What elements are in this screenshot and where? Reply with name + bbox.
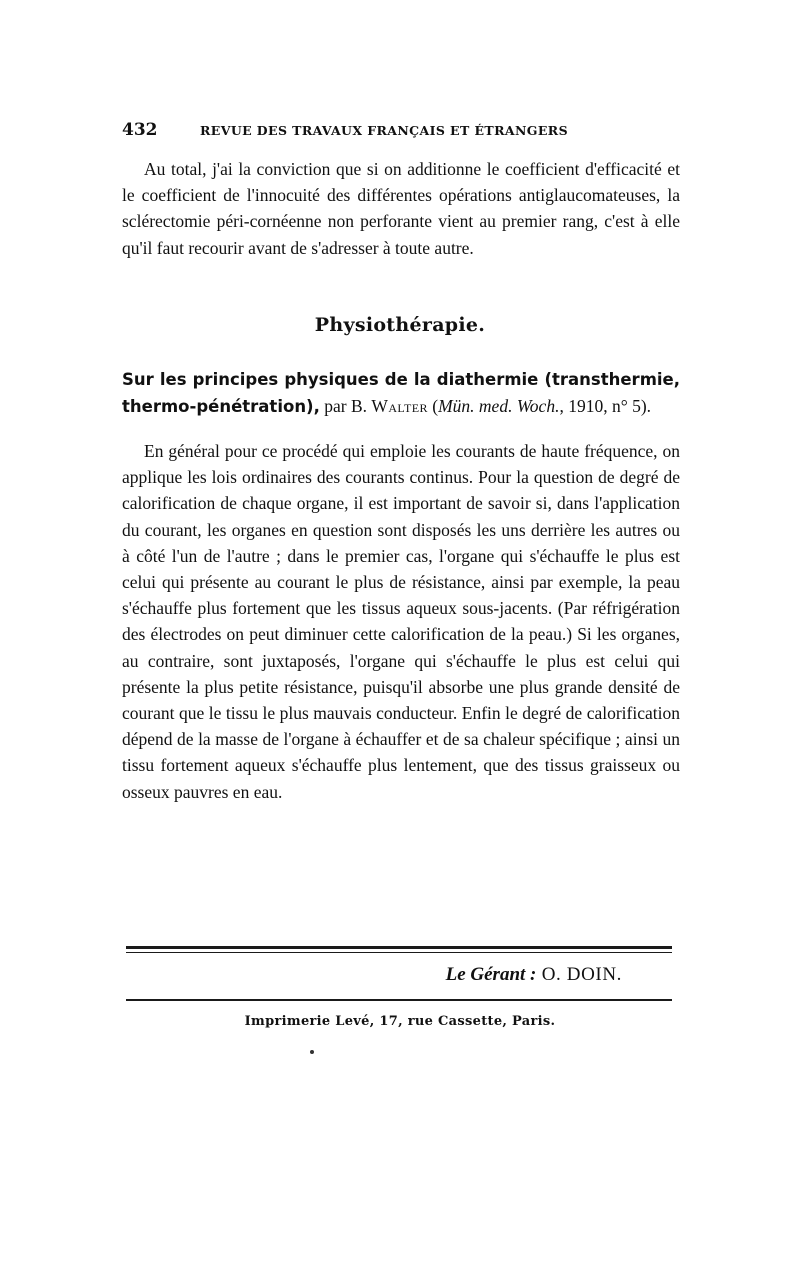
gerant-label: Le Gérant : (445, 964, 537, 985)
footer-rule-thin (126, 952, 672, 953)
article-by: par B. (319, 396, 372, 417)
article-author: Walter (371, 396, 428, 417)
gerant-signature (446, 964, 622, 986)
footer-rule-thick (126, 946, 672, 949)
section-title: Physiothérapie. (314, 314, 486, 336)
article-body: En général pour ce procédé qui emploie les courants de haute fréquence, on applique les lois ordinaires des courants continus. Pour la question de degré de calorification de chaque organe, il est important de savoir si, dans l'application du courant, les organes en question sont disposés les uns derrière les autres ou à côté l'un de l'autre ; dans le premier cas, l'organe qui s'échauffe le plus est celui qui présente au courant le plus de résistance, ainsi par exemple, la peau s'échauffe plus fortement que les tissus aqueux sous-jacents. (Par réfrigération des électrodes on peut diminuer cette calorification de la peau.) Si les organes, au contraire, sont juxtaposés, l'organe qui s'échauffe le plus est celui qui présente la plus petite résistance, puisqu'il absorbe une plus grande densité de courant que le tissu le plus mauvais conducteur. Enfin le degré de calorification dépend de la masse de l'organe à échauffer et de sa chaleur spécifique ; ainsi un tissu fortement aqueux s'échauffe plus lentement, que des tissus graisseux ou osseux pauvres en eau. (122, 441, 680, 802)
ink-dot (310, 1050, 314, 1054)
intro-paragraph: Au total, j'ai la conviction que si on additionne le coefficient d'efficacité et le coefficient de l'innocuité des différentes opérations antiglaucomateuses, la sclérectomie péri-cornéenne non perforante vient au premier rang, c'est à elle qu'il faut recourir avant de s'adresser à toute autre. (122, 159, 680, 258)
running-head: REVUE DES TRAVAUX FRANÇAIS ET ÉTRANGERS (200, 123, 568, 138)
intro-paragraph-block (122, 156, 680, 261)
article-title: Sur les principes physiques de la diathermie (transthermie, thermo-pénétration), (122, 370, 680, 417)
article-source: Mün. med. Woch. (438, 396, 560, 417)
article-heading (122, 366, 680, 420)
article-body-block (122, 438, 680, 805)
article-source-rest: , 1910, n° 5). (559, 396, 652, 417)
article-source-open: ( (427, 396, 439, 417)
printer-imprint: Imprimerie Levé, 17, rue Cassette, Paris. (244, 1014, 556, 1029)
footer-rule-bottom (126, 999, 672, 1001)
page-header (122, 120, 682, 140)
gerant-name: O. DOIN. (536, 964, 622, 985)
page-number: 432 (122, 120, 158, 140)
